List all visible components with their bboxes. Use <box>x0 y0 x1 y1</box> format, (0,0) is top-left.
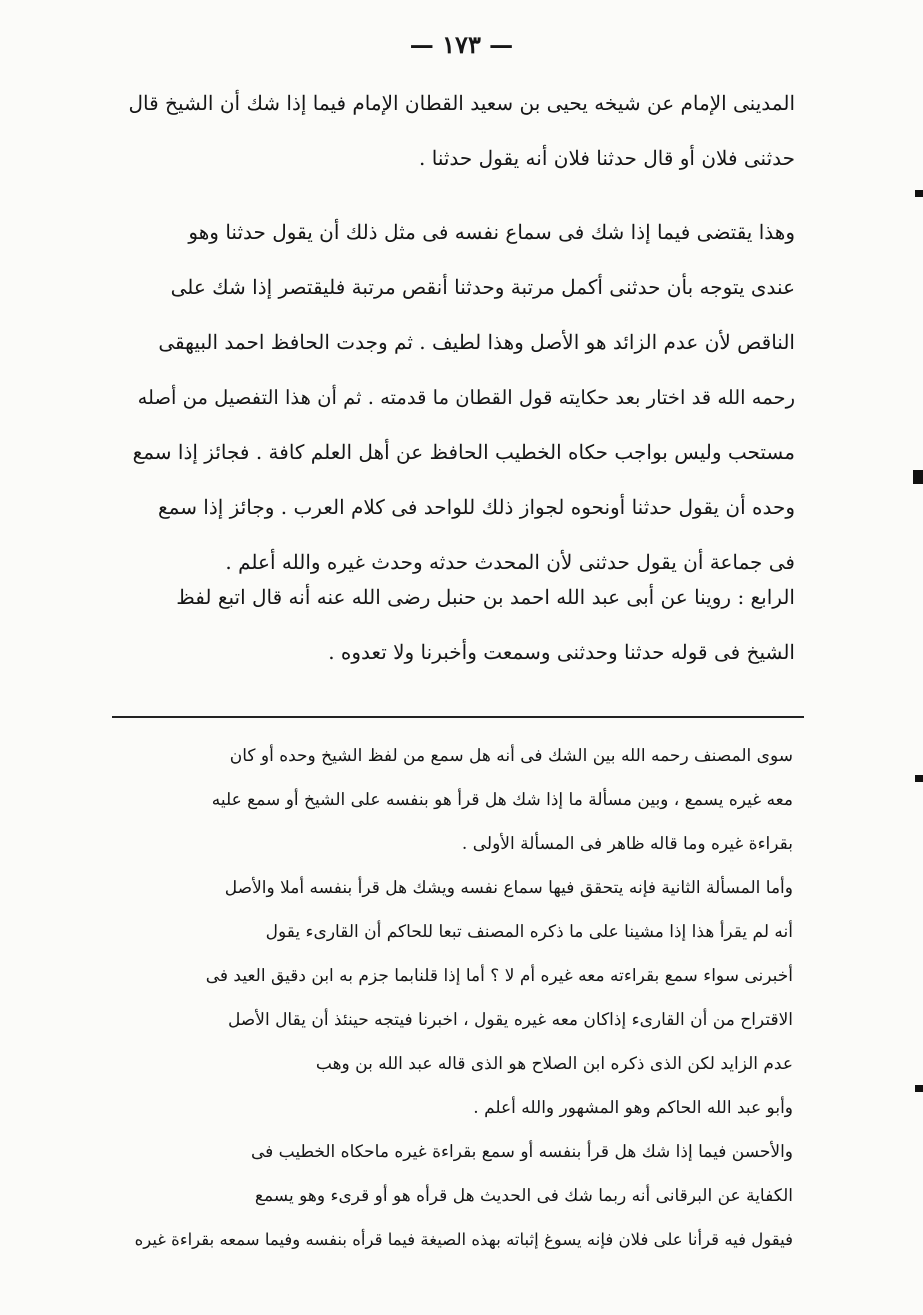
footnote-paragraph-3 <box>123 1130 793 1262</box>
scan-edge-mark <box>915 190 923 197</box>
footnote-separator <box>112 716 804 718</box>
scan-edge-mark <box>915 775 923 782</box>
page-number: — ١٧٣ — <box>409 30 514 59</box>
footnote-line: فيقول فيه قرأنا على فلان فإنه يسوغ إثباته بهذه الصيغة فيما قرأه بنفسه وفيما سمعه بقراءة غيره <box>134 1230 793 1249</box>
footnote-paragraph-2 <box>123 866 793 1130</box>
footnote-line: الاقتراح من أن القارىء إذاكان معه غيره يقول ، اخبرنا فيتجه حينئذ أن يقال الأصل <box>227 1010 793 1030</box>
footnote-line: وأما المسألة الثانية فإنه يتحقق فيها سماع نفسه ويشك هل قرأ بنفسه أملا والأصل <box>224 878 793 898</box>
footnote-line: الكفاية عن البرقانى أنه ربما شك فى الحديث هل قرأه هو أو قرىء وهو يسمع <box>254 1186 793 1206</box>
text-line: الرابع : روينا عن أبى عبد الله احمد بن حنبل رضى الله عنه أنه قال اتبع لفظ <box>176 585 795 609</box>
scan-edge-mark <box>915 1085 923 1092</box>
text-line: الشيخ فى قوله حدثنا وحدثنى وسمعت وأخبرنا ولا تعدوه . <box>328 640 795 664</box>
scan-edge-mark <box>913 470 923 484</box>
text-line: وحده أن يقول حدثنا أونحوه لجواز ذلك للواحد فى كلام العرب . وجائز إذا سمع <box>157 495 795 519</box>
text-line: الناقص لأن عدم الزائد هو الأصل وهذا لطيف . ثم وجدت الحافظ احمد البيهقى <box>158 330 795 354</box>
footnote-line: أنه لم يقرأ هذا إذا مشينا على ما ذكره المصنف تبعا للحاكم أن القارىء يقول <box>265 922 793 942</box>
text-line: مستحب وليس بواجب حكاه الخطيب الحافظ عن أهل العلم كافة . فجائز إذا سمع <box>132 440 795 464</box>
text-line: رحمه الله قد اختار بعد حكايته قول القطان ما قدمته . ثم أن هذا التفصيل من أصله <box>137 386 795 409</box>
footnote-line: سوى المصنف رحمه الله بين الشك فى أنه هل سمع من لفظ الشيخ وحده أو كان <box>229 746 793 766</box>
main-paragraph-2 <box>125 205 795 590</box>
footnote-line: معه غيره يسمع ، وبين مسألة ما إذا شك هل قرأ هو بنفسه على الشيخ أو سمع عليه <box>211 790 793 810</box>
footnote-line: بقراءة غيره وما قاله ظاهر فى المسألة الأولى . <box>461 834 793 854</box>
text-line: وهذا يقتضى فيما إذا شك فى سماع نفسه فى مثل ذلك أن يقول حدثنا وهو <box>188 220 795 244</box>
text-line: المدينى الإمام عن شيخه يحيى بن سعيد القطان الإمام فيما إذا شك أن الشيخ قال <box>128 91 795 115</box>
footnote-paragraph-1 <box>123 734 793 866</box>
text-line: حدثنى فلان أو قال حدثنا فلان أنه يقول حدثنا . <box>419 146 795 170</box>
footnote-line: أخبرنى سواء سمع بقراءته معه غيره أم لا ؟ أما إذا قلنابما جزم به ابن دقيق العيد فى <box>205 966 793 986</box>
text-line: عندى يتوجه بأن حدثنى أكمل مرتبة وحدثنا أنقص مرتبة فليقتصر إذا شك على <box>170 275 795 299</box>
footnote-line: والأحسن فيما إذا شك هل قرأ بنفسه أو سمع بقراءة غيره ماحكاه الخطيب فى <box>250 1142 793 1162</box>
main-paragraph-1 <box>125 76 795 186</box>
main-paragraph-3 <box>125 570 795 680</box>
text-line: فى جماعة أن يقول حدثنى لأن المحدث حدثه وحدث غيره والله أعلم . <box>225 550 795 574</box>
footnote-line: وأبو عبد الله الحاكم وهو المشهور والله أعلم . <box>473 1098 793 1118</box>
footnote-line: عدم الزايد لكن الذى ذكره ابن الصلاح هو الذى قاله عبد الله بن وهب <box>315 1054 793 1074</box>
